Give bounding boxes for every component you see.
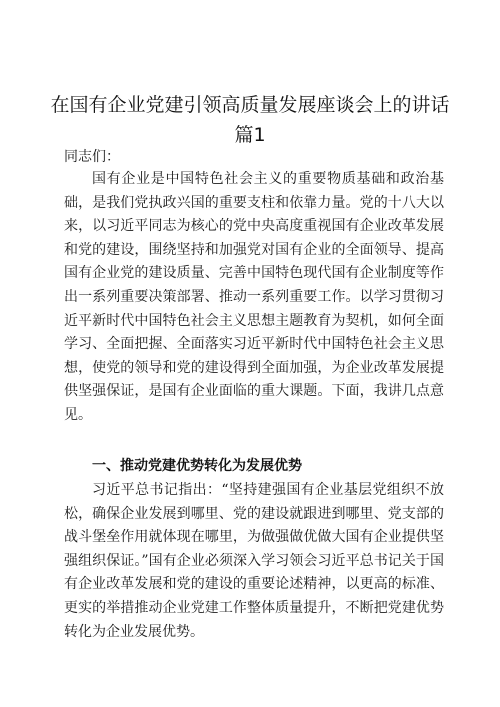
greeting: 同志们： [64,149,120,165]
paragraph-section-1: 习近平总书记指出：“坚持建强国有企业基层党组织不放松，确保企业发展到哪里、党的建设就跟进到哪里、党支部的战斗堡垒作用就体现在哪里，为做强做优做大国有企业提供坚强组织保证。”国有企业必须深入学习领会习近平总书记关于国有企业改革发展和党的建设的重要论述精神，以更高的标准、更实的举措推动企业党建工作整体质量提升，不断把党建优势转化为企业发展优势。 [64,482,444,640]
page-title: 在国有企业党建引领高质量发展座谈会上的讲话篇1 [50,94,450,146]
section-heading-1: 一、推动党建优势转化为发展优势 [92,458,302,474]
paragraph-intro: 国有企业是中国特色社会主义的重要物质基础和政治基础，是我们党执政兴国的重要支柱和依靠力量。党的十八大以来，以习近平同志为核心的党中央高度重视国有企业改革发展和党的建设，围绕坚持和加强党对国有企业的全面领导、提高国有企业党的建设质量、完善中国特色现代国有企业制度等作出一系列重要决策部署、推动一系列重要工作。以学习贯彻习近平新时代中国特色社会主义思想主题教育为契机，如何全面学习、全面把握、全面落实习近平新时代中国特色社会主义思想，使党的领导和党的建设得到全面加强，为企业改革发展提供坚强保证，是国有企业面临的重大课题。下面，我讲几点意见。 [64,171,444,423]
